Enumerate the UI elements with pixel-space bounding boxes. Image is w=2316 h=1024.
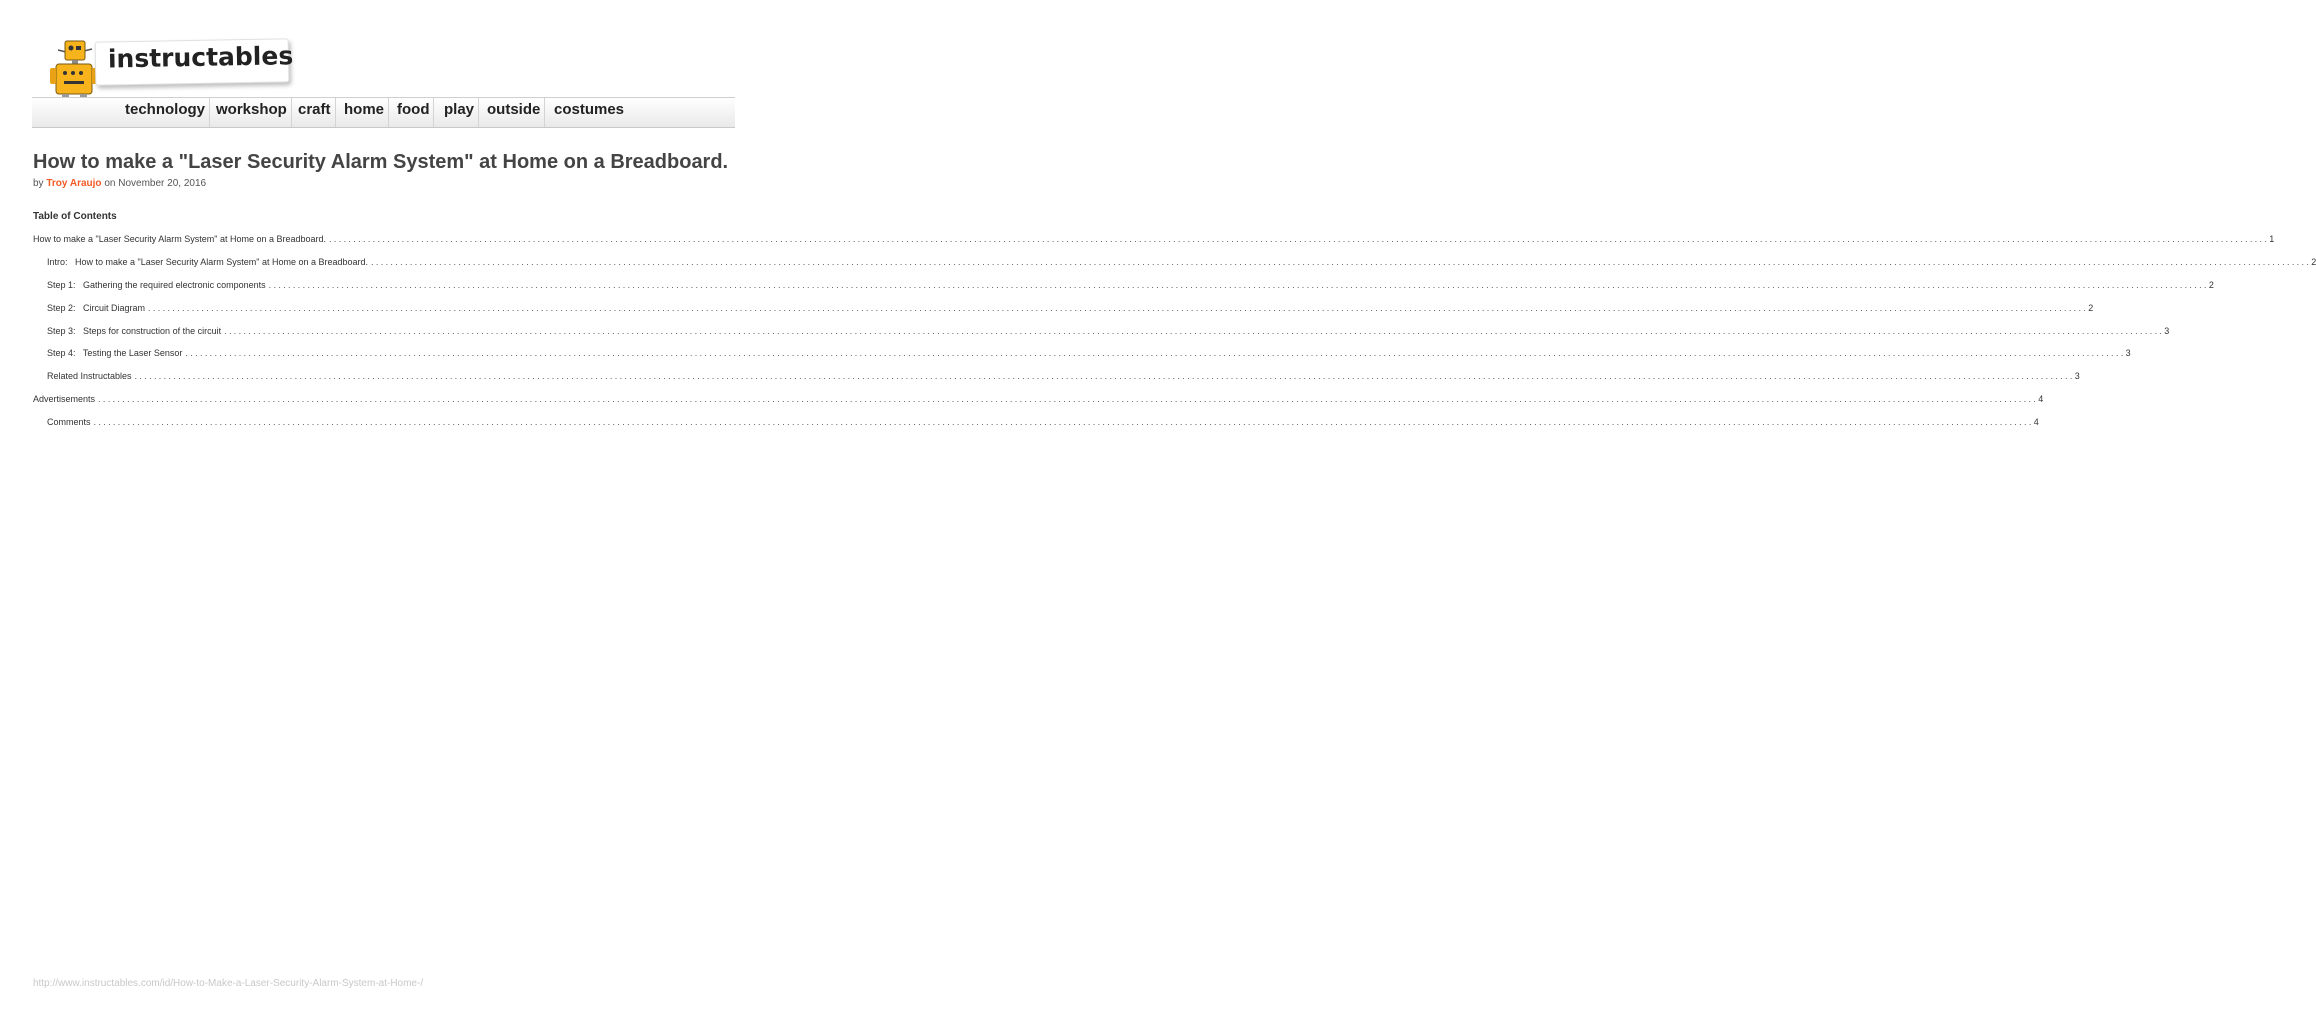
- toc-dot-leader: ................................................................................................................................................................................................................................................................................................................................................................................................................: [98, 394, 2039, 405]
- toc-entry[interactable]: [33, 325, 2170, 349]
- nav-technology[interactable]: technology: [121, 98, 210, 127]
- toc-entry-page: 4: [2033, 417, 2039, 428]
- publish-date: on November 20, 2016: [104, 178, 207, 189]
- toc-entry-label: Step 4: Testing the Laser Sensor: [47, 348, 183, 359]
- toc-entry-label: Step 1: Gathering the required electronic components: [47, 279, 266, 290]
- toc-dot-leader: ................................................................................................................................................................................................................................................................................................................................................................................................................: [148, 302, 2089, 313]
- toc-entry-label: Related Instructables: [47, 371, 132, 382]
- toc-entry-page: 2: [2311, 256, 2316, 267]
- byline: [33, 178, 206, 189]
- page-title: How to make a "Laser Security Alarm System" at Home on a Breadboard.: [33, 151, 729, 173]
- nav-costumes[interactable]: costumes: [554, 101, 625, 118]
- toc-entry[interactable]: [33, 256, 2316, 280]
- toc-entry-label: Step 3: Steps for construction of the circuit: [47, 325, 222, 336]
- toc-dot-leader: ................................................................................................................................................................................................................................................................................................................................................................................................................: [134, 371, 2075, 382]
- toc-entry-page: 2: [2208, 279, 2214, 290]
- table-of-contents: [33, 234, 2316, 440]
- toc-entry-label: How to make a "Laser Security Alarm System" at Home on a Breadboard.: [33, 234, 327, 244]
- toc-dot-leader: ................................................................................................................................................................................................................................................................................................................................................................................................................: [224, 325, 2165, 336]
- toc-dot-leader: ................................................................................................................................................................................................................................................................................................................................................................................................................: [329, 234, 2270, 244]
- toc-entry[interactable]: [33, 348, 2131, 371]
- toc-entry-label: Comments: [47, 417, 91, 428]
- site-header: [0, 0, 768, 135]
- toc-dot-leader: ................................................................................................................................................................................................................................................................................................................................................................................................................: [268, 279, 2209, 290]
- toc-heading: Table of Contents: [33, 211, 117, 222]
- toc-dot-leader: ................................................................................................................................................................................................................................................................................................................................................................................................................: [185, 348, 2126, 359]
- nav-outside[interactable]: outside: [483, 98, 545, 127]
- toc-dot-leader: ................................................................................................................................................................................................................................................................................................................................................................................................................: [371, 256, 2312, 267]
- toc-entry-label: Step 2: Circuit Diagram: [47, 302, 146, 313]
- nav-workshop[interactable]: workshop: [212, 98, 292, 127]
- toc-entry-page: 3: [2164, 325, 2170, 336]
- toc-entry-page: 3: [2074, 371, 2080, 382]
- toc-entry-page: 2: [2088, 302, 2094, 313]
- toc-entry-page: 4: [2038, 394, 2044, 405]
- logo-text: instructables: [107, 41, 294, 74]
- nav-bar: [32, 97, 735, 128]
- toc-dot-leader: ................................................................................................................................................................................................................................................................................................................................................................................................................: [93, 417, 2034, 428]
- by-label: by: [33, 178, 44, 189]
- logo[interactable]: [95, 38, 294, 85]
- toc-entry[interactable]: [33, 394, 2044, 417]
- nav-home[interactable]: home: [340, 98, 389, 127]
- toc-entry[interactable]: [33, 371, 2080, 394]
- nav-food[interactable]: food: [393, 98, 434, 127]
- toc-entry-page: 1: [2269, 234, 2275, 244]
- toc-entry[interactable]: [33, 234, 2275, 257]
- toc-entry[interactable]: [33, 302, 2094, 326]
- toc-entry-label: Advertisements: [33, 394, 96, 405]
- toc-entry-label: Intro: How to make a "Laser Security Alarm System" at Home on a Breadboard.: [47, 256, 369, 267]
- nav-craft[interactable]: craft: [294, 98, 336, 127]
- toc-entry[interactable]: [33, 279, 2214, 303]
- toc-entry[interactable]: [33, 417, 2039, 440]
- footer-url: http://www.instructables.com/id/How-to-Make-a-Laser-Security-Alarm-System-at-Home-/: [33, 978, 424, 989]
- nav-play[interactable]: play: [440, 98, 479, 127]
- toc-entry-page: 3: [2125, 348, 2131, 359]
- author-link[interactable]: Troy Araujo: [46, 178, 102, 189]
